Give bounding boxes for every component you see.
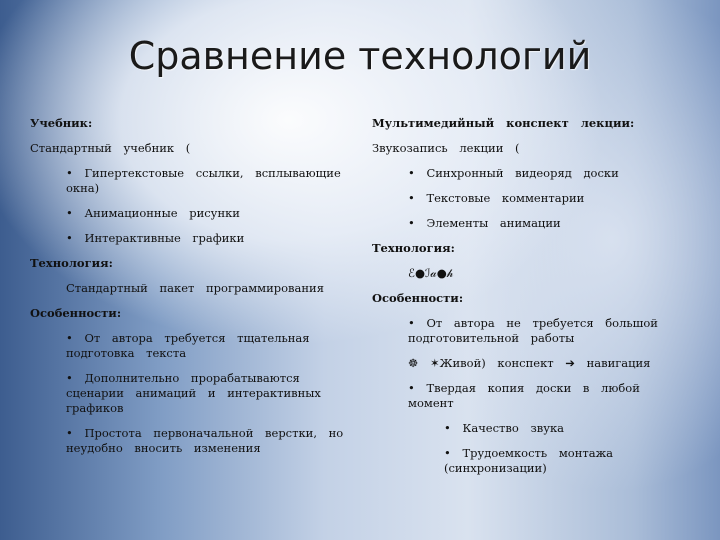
slide-title: Сравнение технологий (128, 34, 592, 78)
bullet-item-right-4: • Элементы анимации (408, 216, 561, 230)
section-heading-left-0: Учебник: (30, 116, 93, 130)
bullet-item-right-6: ℰ●ℐ𝒶●𝒽 (408, 266, 454, 280)
section-heading-left-5: Технология: (30, 256, 113, 270)
section-heading-left-7: Особенности: (30, 306, 122, 320)
left-column (30, 116, 350, 456)
bullet-item-right-9: ☸ ✶Живой) конспект ➔ навигация (408, 356, 651, 370)
bullet-item-right-10: • Твердая копия доски в любой момент (408, 381, 640, 410)
bullet-item-left-6: Стандартный пакет программирования (66, 281, 324, 295)
bullet-item-left-1: Стандартный учебник ( (30, 141, 191, 155)
bullet-item-left-3: • Анимационные рисунки (66, 206, 240, 220)
bullet-item-left-10: • Простота первоначальной верстки, но неудобно вносить изменения (66, 426, 344, 455)
bullet-item-left-8: • От автора требуется тщательная подготовка текста (66, 331, 310, 360)
bullet-item-left-4: • Интерактивные графики (66, 231, 245, 245)
bullet-item-right-1: Звукозапись лекции ( (372, 141, 520, 155)
right-column (372, 116, 692, 476)
bullet-item-left-9: • Дополнительно прорабатываются сценарии анимаций и интерактивных графиков (66, 371, 321, 415)
section-heading-right-0: Мультимедийный конспект лекции: (372, 116, 635, 130)
section-heading-right-5: Технология: (372, 241, 455, 255)
bullet-item-right-3: • Текстовые комментарии (408, 191, 585, 205)
bullet-item-right-2: • Синхронный видеоряд доски (408, 166, 619, 180)
section-heading-right-7: Особенности: (372, 291, 464, 305)
bullet-item-right-12: • Трудоемкость монтажа (синхронизации) (444, 446, 614, 475)
bullet-item-left-2: • Гипертекстовые ссылки, всплывающие окна) (66, 166, 341, 195)
bullet-item-right-11: • Качество звука (444, 421, 565, 435)
bullet-item-right-8: • От автора не требуется большой подготовительной работы (408, 316, 658, 345)
